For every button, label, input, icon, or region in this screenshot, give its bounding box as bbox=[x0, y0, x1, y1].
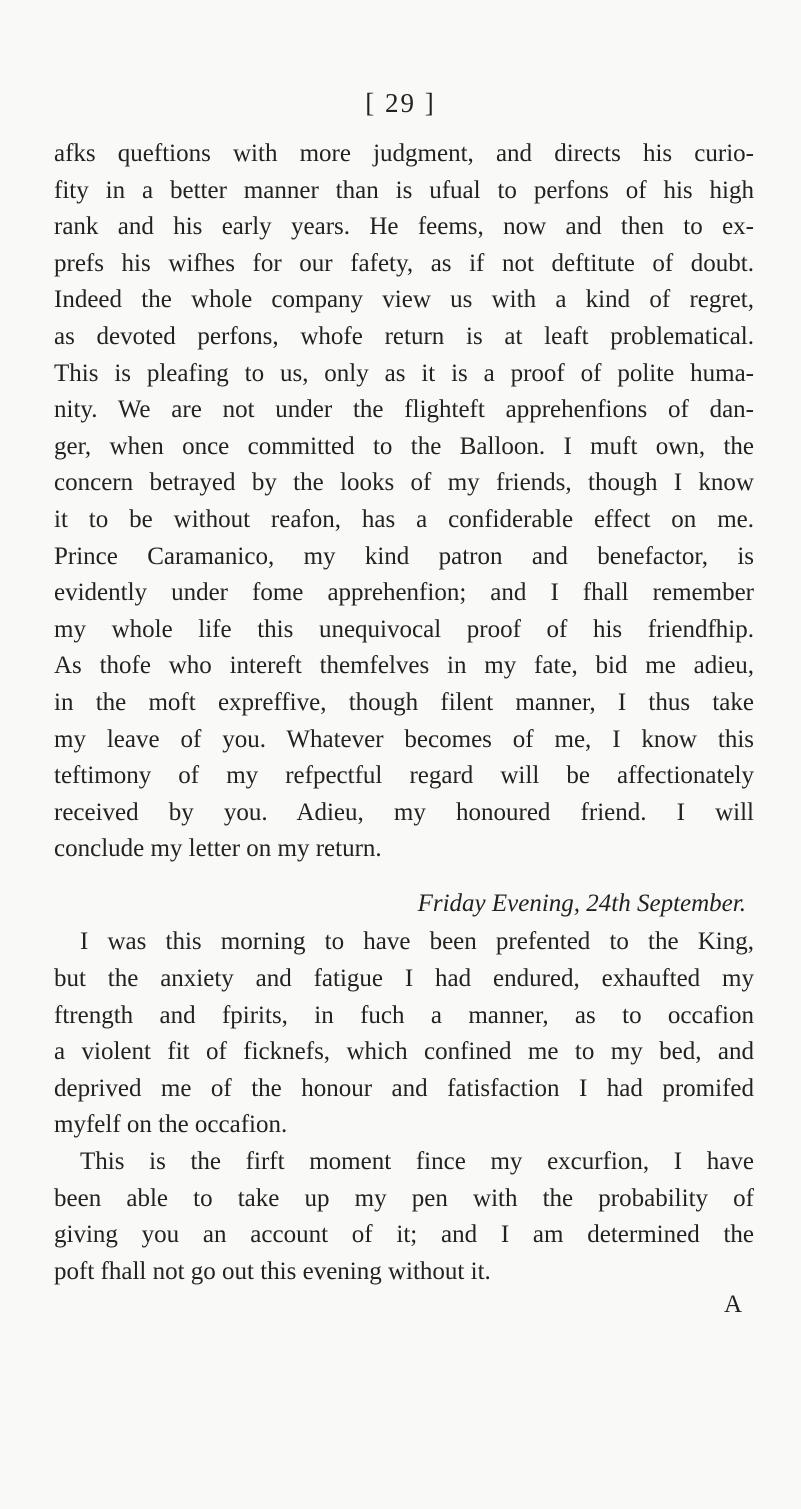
body-text bbox=[54, 136, 754, 1320]
text-line: fity in a better manner than is ufual to perfons of his high bbox=[54, 176, 754, 204]
text-line: my leave of you. Whatever becomes of me, I know this bbox=[54, 725, 754, 753]
text-line: concern betrayed by the looks of my friends, though I know bbox=[54, 469, 754, 497]
text-line: ftrength and fpirits, in fuch a manner, as to occafion bbox=[54, 1001, 754, 1029]
text-line: poft fhall not go out this evening without it. bbox=[54, 1257, 491, 1285]
paragraph-1 bbox=[54, 136, 754, 868]
text-line: I was this morning to have been prefented to the King, bbox=[80, 928, 754, 956]
text-line: a violent fit of ficknefs, which confined me to my bed, and bbox=[54, 1038, 754, 1066]
paragraph-3 bbox=[54, 1144, 754, 1290]
text-line: evidently under fome apprehenfion; and I fhall remember bbox=[54, 579, 754, 607]
page-number: [ 29 ] bbox=[365, 88, 436, 118]
text-line: but the anxiety and fatigue I had endured, exhaufted my bbox=[54, 965, 754, 993]
text-line: as devoted perfons, whofe return is at leaft problematical. bbox=[54, 322, 754, 350]
text-line: prefs his wifhes for our fafety, as if not deftitute of doubt. bbox=[54, 249, 754, 277]
text-line: rank and his early years. He feems, now and then to ex- bbox=[54, 213, 754, 241]
text-line: Indeed the whole company view us with a kind of regret, bbox=[54, 286, 754, 314]
text-line: Prince Caramanico, my kind patron and benefactor, is bbox=[54, 542, 754, 570]
dateline: Friday Evening, 24th September. bbox=[417, 889, 746, 917]
text-line: ger, when once committed to the Balloon. I muft own, the bbox=[54, 432, 754, 460]
text-line: afks queftions with more judgment, and directs his curio- bbox=[54, 140, 754, 167]
text-line: teftimony of my refpectful regard will be affectionately bbox=[54, 762, 754, 790]
text-line: This is the firft moment fince my excurfion, I have bbox=[80, 1148, 754, 1176]
text-line: giving you an account of it; and I am determined the bbox=[54, 1221, 754, 1249]
text-line: deprived me of the honour and fatisfaction I had promifed bbox=[54, 1074, 754, 1102]
text-line: conclude my letter on my return. bbox=[54, 835, 382, 863]
text-line: This is pleafing to us, only as it is a proof of polite huma- bbox=[54, 359, 754, 387]
text-line: in the moft expreffive, though filent manner, I thus take bbox=[54, 688, 754, 716]
paragraph-2 bbox=[54, 924, 754, 1144]
text-line: my whole life this unequivocal proof of his friendfhip. bbox=[54, 615, 754, 643]
text-line: received by you. Adieu, my honoured friend. I will bbox=[54, 798, 754, 826]
text-line: been able to take up my pen with the probability of bbox=[54, 1184, 754, 1212]
text-line: it to be without reafon, has a confiderable effect on me. bbox=[54, 505, 754, 533]
text-line: As thofe who intereft themfelves in my fate, bid me adieu, bbox=[54, 652, 754, 680]
text-line: nity. We are not under the flighteft apprehenfions of dan- bbox=[54, 396, 754, 424]
catchword: A bbox=[723, 1291, 742, 1319]
text-line: myfelf on the occafion. bbox=[54, 1111, 288, 1139]
